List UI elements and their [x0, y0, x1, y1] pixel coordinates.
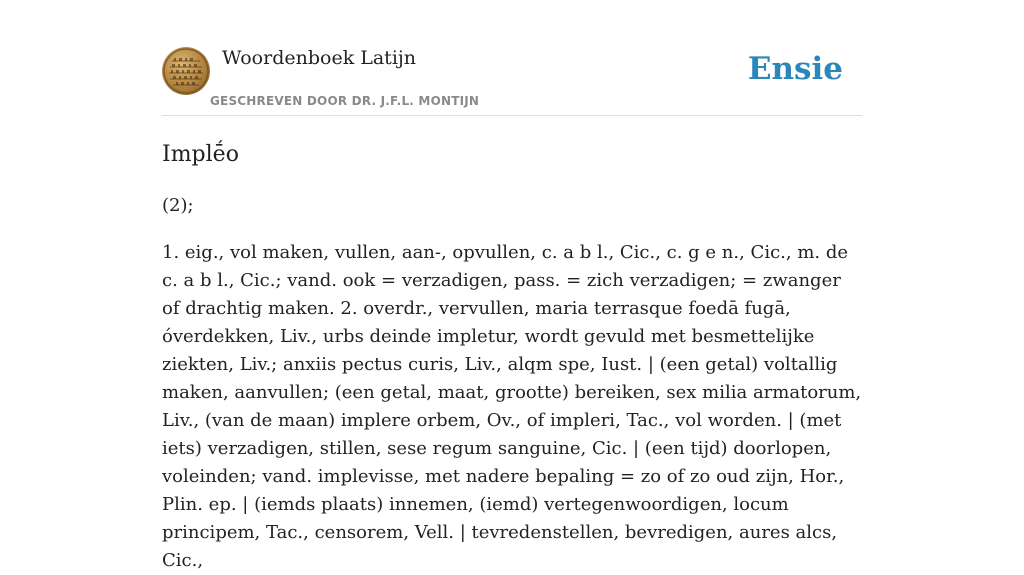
seal-engraving: [162, 47, 210, 95]
ensie-logo-link[interactable]: Ensie: [747, 51, 843, 87]
page-header: [162, 0, 862, 116]
entry-headword: Implḗo: [162, 142, 239, 167]
entry-conjugation: (2);: [162, 195, 194, 216]
entry-definition: 1. eig., vol maken, vullen, aan-, opvullen, c. a b l., Cic., c. g e n., Cic., m. de c. a b l., Cic.; vand. ook = verzadigen, pass. = zich verzadigen; = zwanger of drachtig maken. 2. overdr., vervullen, maria terrasque foedā fugā, óverdekken, Liv., urbs deinde impletur, wordt gevuld met besmettelijke ziekten, Liv.; anxiis pectus curis, Liv., alqm spe, Iust. | (een getal) voltallig maken, aanvullen; (een getal, maat, grootte) bereiken, sex milia armatorum, Liv., (van de maan) implere orbem, Ov., of impleri, Tac., vol worden. | (met iets) verzadigen, stillen, sese regum sanguine, Cic. | (een tijd) doorlopen, voleinden; vand. implevisse, met nadere bepaling = zo of zo oud zijn, Hor., Plin. ep. | (iemds plaats) innemen, (iemd) vertegenwoordigen, locum principem, Tac., censorem, Vell. | tevredenstellen, bevredigen, aures alcs, Cic.,: [162, 242, 862, 571]
author-credit: GESCHREVEN DOOR DR. J.F.L. MONTIJN: [210, 94, 480, 108]
latin-inscription-seal-icon[interactable]: [162, 47, 210, 95]
dictionary-page: [162, 0, 862, 571]
dictionary-title[interactable]: Woordenboek Latijn: [222, 47, 417, 69]
